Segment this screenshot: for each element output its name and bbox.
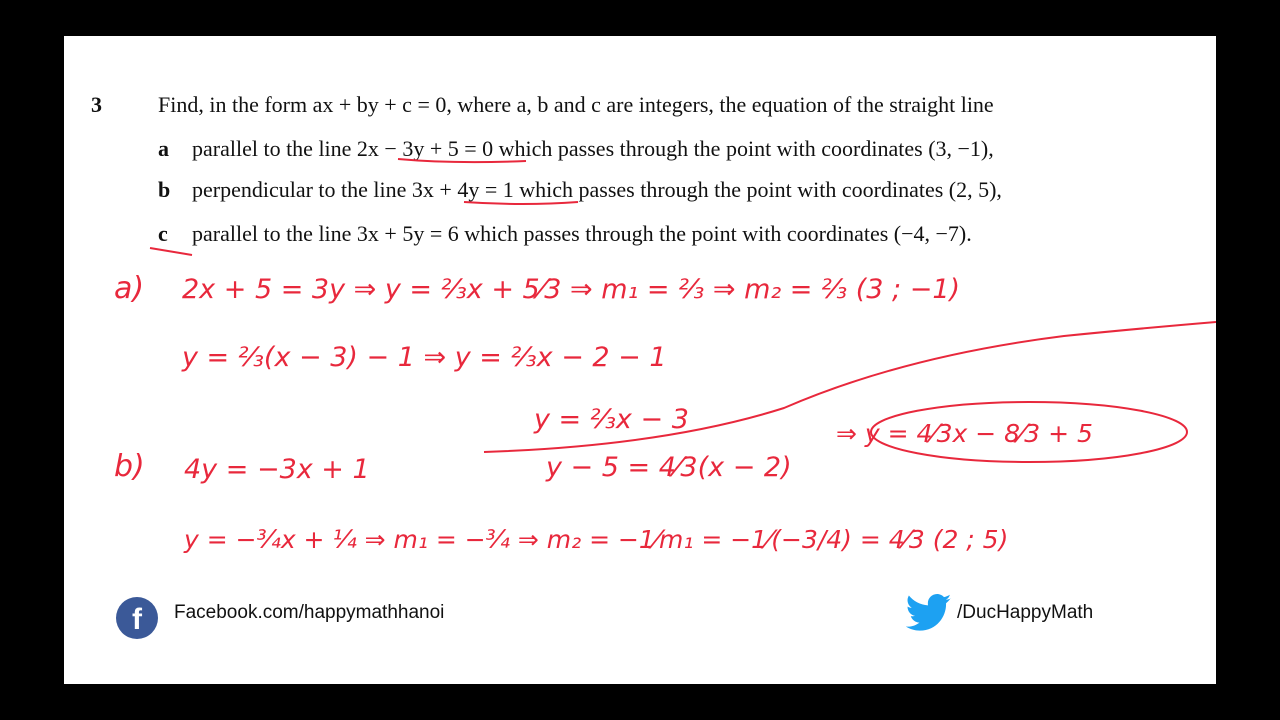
- hw-a-line1: 2x + 5 = 3y ⇒ y = ⅔x + 5⁄3 ⇒ m₁ = ⅔ ⇒ m₂ = ⅔ (3 ; −1): [182, 274, 961, 305]
- facebook-link[interactable]: Facebook.com/happymathhanoi: [174, 602, 445, 623]
- part-b-text: perpendicular to the line 3x + 4y = 1 which passes through the point with coordinates (2, 5),: [192, 177, 1002, 202]
- hw-b-answer: ⇒ y = 4⁄3x − 8⁄3 + 5: [836, 419, 1093, 448]
- part-b-label: b: [158, 177, 171, 202]
- hw-label-a: a): [114, 271, 145, 306]
- hw-label-b: b): [114, 449, 145, 484]
- part-c-label: c: [158, 221, 168, 246]
- part-a-label: a: [158, 136, 169, 161]
- underline-mark: [464, 202, 578, 204]
- question-number: 3: [91, 92, 102, 117]
- underline-mark: [150, 248, 192, 255]
- hw-a-line3: y = ⅔x − 3: [534, 404, 689, 435]
- underline-mark: [398, 159, 526, 162]
- facebook-icon[interactable]: f: [116, 597, 158, 639]
- twitter-icon[interactable]: [906, 593, 952, 633]
- question-stem: Find, in the form ax + by + c = 0, where a, b and c are integers, the equation of the straight line: [158, 92, 994, 117]
- hw-b-line1: 4y = −3x + 1: [184, 454, 370, 485]
- handwritten-notes: [64, 36, 1216, 684]
- part-c-text: parallel to the line 3x + 5y = 6 which passes through the point with coordinates (−4, −7).: [192, 221, 972, 246]
- hw-b-line3: y = −¾x + ¼ ⇒ m₁ = −¾ ⇒ m₂ = −1⁄m₁ = −1⁄(−3/4) = 4⁄3 (2 ; 5): [184, 525, 1009, 554]
- worksheet: [64, 36, 1216, 684]
- twitter-handle[interactable]: /DucHappyMath: [957, 602, 1094, 623]
- part-a-text: parallel to the line 2x − 3y + 5 = 0 which passes through the point with coordinates (3, −1),: [192, 136, 994, 161]
- hw-a-line2: y = ⅔(x − 3) − 1 ⇒ y = ⅔x − 2 − 1: [182, 342, 667, 373]
- hw-b-line2: y − 5 = 4⁄3(x − 2): [546, 452, 792, 483]
